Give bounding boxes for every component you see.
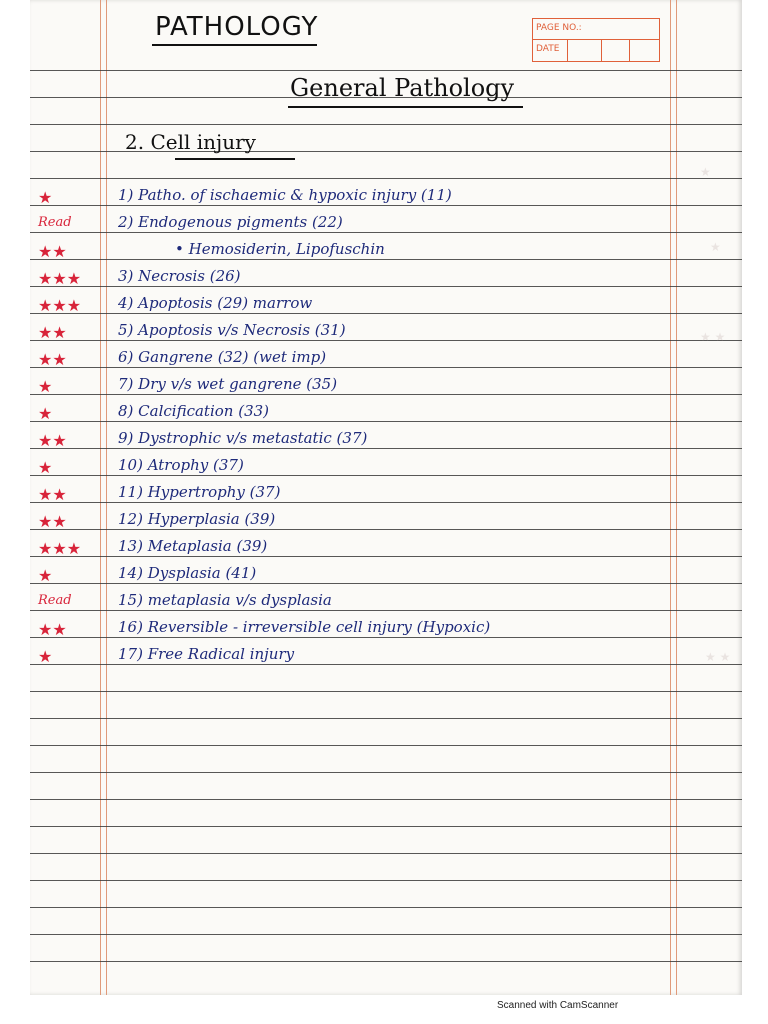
ruled-line — [30, 664, 742, 665]
list-item: 17) Free Radical injury — [118, 645, 295, 663]
read-note: Read — [38, 593, 72, 608]
read-note: Read — [38, 215, 72, 230]
margin-line-right — [670, 0, 671, 995]
ruled-line — [30, 826, 742, 827]
list-item: 3) Necrosis (26) — [118, 267, 241, 285]
list-item: 6) Gangrene (32) (wet imp) — [118, 348, 327, 366]
ruled-line — [30, 583, 742, 584]
box-divider — [601, 40, 602, 61]
list-subitem: • Hemosiderin, Lipofuschin — [175, 240, 385, 258]
ruled-line — [30, 961, 742, 962]
ruled-line — [30, 259, 742, 260]
ruled-line — [30, 934, 742, 935]
margin-line-left-2 — [106, 0, 107, 995]
priority-stars: ★★ — [38, 512, 67, 531]
priority-stars: ★★ — [38, 485, 67, 504]
priority-stars: ★ — [38, 377, 53, 396]
box-divider — [567, 40, 568, 61]
bleed-through-mark: ★ ★ — [705, 650, 731, 664]
section-heading: General Pathology — [290, 74, 515, 102]
list-item: 15) metaplasia v/s dysplasia — [118, 591, 332, 609]
list-item: 5) Apoptosis v/s Necrosis (31) — [118, 321, 346, 339]
box-divider — [629, 40, 630, 61]
list-item: 10) Atrophy (37) — [118, 456, 244, 474]
priority-stars: ★ — [38, 404, 53, 423]
priority-stars: ★★ — [38, 431, 67, 450]
list-item: 14) Dysplasia (41) — [118, 564, 257, 582]
ruled-line — [30, 556, 742, 557]
topic-underline — [175, 158, 295, 160]
list-item: 11) Hypertrophy (37) — [118, 483, 281, 501]
ruled-line — [30, 691, 742, 692]
ruled-line — [30, 286, 742, 287]
ruled-line — [30, 340, 742, 341]
ruled-line — [30, 718, 742, 719]
priority-stars: ★★ — [38, 242, 67, 261]
list-item: 4) Apoptosis (29) marrow — [118, 294, 313, 312]
ruled-line — [30, 421, 742, 422]
priority-stars: ★★★ — [38, 269, 82, 288]
ruled-line — [30, 178, 742, 179]
ruled-line — [30, 502, 742, 503]
ruled-line — [30, 907, 742, 908]
page-no-label: PAGE NO.: — [533, 19, 659, 40]
ruled-line — [30, 637, 742, 638]
list-item: 7) Dry v/s wet gangrene (35) — [118, 375, 338, 393]
ruled-line — [30, 475, 742, 476]
bleed-through-mark: ★ — [710, 240, 721, 254]
page-title: PATHOLOGY — [155, 12, 319, 42]
ruled-line — [30, 880, 742, 881]
bleed-through-mark: ★ ★ — [700, 330, 726, 344]
ruled-line — [30, 394, 742, 395]
list-item: 9) Dystrophic v/s metastatic (37) — [118, 429, 368, 447]
priority-stars: ★ — [38, 566, 53, 585]
ruled-line — [30, 772, 742, 773]
ruled-line — [30, 124, 742, 125]
ruled-line — [30, 70, 742, 71]
priority-stars: ★★ — [38, 350, 67, 369]
priority-stars: ★★★ — [38, 296, 82, 315]
topic-heading: 2. Cell injury — [125, 130, 256, 154]
page-date-box — [532, 18, 660, 62]
ruled-line — [30, 853, 742, 854]
list-item: 16) Reversible - irreversible cell injury (Hypoxic) — [118, 618, 491, 636]
list-item: 2) Endogenous pigments (22) — [118, 213, 343, 231]
heading-underline — [288, 106, 523, 108]
priority-stars: ★ — [38, 647, 53, 666]
scanner-watermark: Scanned with CamScanner — [497, 1000, 619, 1011]
priority-stars: ★★ — [38, 620, 67, 639]
priority-stars: ★ — [38, 188, 53, 207]
ruled-line — [30, 745, 742, 746]
ruled-line — [30, 232, 742, 233]
priority-stars: ★ — [38, 458, 53, 477]
margin-line-left — [100, 0, 101, 995]
ruled-line — [30, 313, 742, 314]
margin-line-right-2 — [676, 0, 677, 995]
ruled-line — [30, 448, 742, 449]
priority-stars: ★★★ — [38, 539, 82, 558]
ruled-line — [30, 367, 742, 368]
ruled-line — [30, 610, 742, 611]
bleed-through-mark: ★ — [700, 165, 711, 179]
list-item: 8) Calcification (33) — [118, 402, 270, 420]
ruled-line — [30, 205, 742, 206]
ruled-line — [30, 799, 742, 800]
date-label: DATE — [536, 44, 560, 54]
list-item: 12) Hyperplasia (39) — [118, 510, 276, 528]
priority-stars: ★★ — [38, 323, 67, 342]
ruled-line — [30, 529, 742, 530]
title-underline — [152, 44, 317, 46]
list-item: 1) Patho. of ischaemic & hypoxic injury (11) — [118, 186, 452, 204]
list-item: 13) Metaplasia (39) — [118, 537, 268, 555]
